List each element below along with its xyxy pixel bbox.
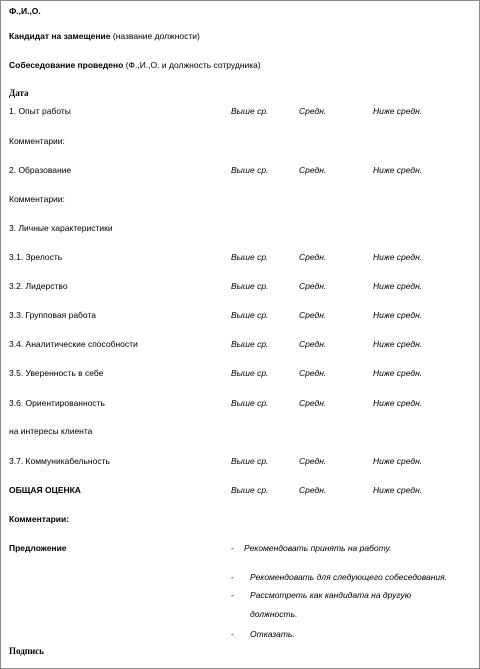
rating-below: Ниже средн. [373, 398, 423, 408]
rating-below: Ниже средн. [373, 281, 423, 291]
education-label: 2. Образование [9, 165, 72, 175]
overall-rating-label: ОБЩАЯ ОЦЕНКА [9, 485, 81, 495]
rating-above: Выше ср. [231, 485, 269, 495]
comments-label: Комментарии: [9, 514, 70, 524]
orientation-label: 3.6. Ориентированность [9, 398, 105, 408]
interviewer-line [9, 60, 261, 71]
proposal-option-hire: Рекомендовать принять на работу. [244, 543, 392, 553]
rating-below: Ниже средн. [373, 252, 423, 262]
rating-average: Средн. [299, 398, 327, 408]
analytical-label: 3.4. Аналитические способности [9, 339, 138, 349]
rating-above: Выше ср. [231, 339, 269, 349]
rating-above: Выше ср. [231, 252, 269, 262]
rating-above: Выше ср. [231, 368, 269, 378]
fio-field: Ф.,И.,О. [9, 6, 41, 16]
rating-above: Выше ср. [231, 310, 269, 320]
rating-below: Ниже средн. [373, 485, 423, 495]
candidate-hint: (название должности) [110, 31, 200, 41]
personal-traits-heading: 3. Личные характеристики [9, 223, 113, 233]
proposal-option-next-interview: Рекомендовать для следующего собеседования. [250, 572, 448, 582]
rating-below: Ниже средн. [373, 165, 423, 175]
comments-label: Комментарии: [9, 194, 65, 204]
proposal-label: Предложение [9, 543, 67, 553]
rating-average: Средн. [299, 485, 327, 495]
experience-label: 1. Опыт работы [9, 106, 71, 116]
proposal-bullet: - [231, 572, 234, 582]
rating-average: Средн. [299, 106, 327, 116]
communication-label: 3.7. Коммуникабельность [9, 456, 110, 466]
rating-average: Средн. [299, 368, 327, 378]
candidate-position-line [9, 31, 200, 42]
proposal-bullet: - [231, 629, 234, 639]
rating-above: Выше ср. [231, 281, 269, 291]
rating-above: Выше ср. [231, 165, 269, 175]
date-label: Дата [9, 88, 29, 98]
rating-average: Средн. [299, 165, 327, 175]
interviewer-label: Собеседование проведено [9, 60, 124, 70]
rating-below: Ниже средн. [373, 368, 423, 378]
proposal-option-other-position-cont: должность. [250, 609, 298, 619]
interviewer-hint: (Ф.,И.,О. и должность сотрудника) [123, 60, 261, 70]
rating-above: Выше ср. [231, 106, 269, 116]
rating-average: Средн. [299, 252, 327, 262]
rating-below: Ниже средн. [373, 310, 423, 320]
confidence-label: 3.5. Уверенность в себе [9, 368, 104, 378]
rating-below: Ниже средн. [373, 106, 423, 116]
rating-average: Средн. [299, 456, 327, 466]
comments-label: Комментарии: [9, 136, 65, 146]
proposal-bullet: - [231, 543, 234, 553]
rating-above: Выше ср. [231, 456, 269, 466]
rating-below: Ниже средн. [373, 339, 423, 349]
rating-average: Средн. [299, 310, 327, 320]
rating-below: Ниже средн. [373, 456, 423, 466]
proposal-bullet: - [231, 590, 234, 600]
signature-label: Подпись [9, 646, 44, 656]
proposal-option-other-position: Рассмотреть как кандидата на другую [250, 590, 412, 600]
leadership-label: 3.2. Лидерство [9, 281, 68, 291]
rating-average: Средн. [299, 281, 327, 291]
rating-average: Средн. [299, 339, 327, 349]
orientation-label-continued: на интересы клиента [9, 426, 93, 436]
candidate-label: Кандидат на замещение [9, 31, 111, 41]
teamwork-label: 3.3. Групповая работа [9, 310, 96, 320]
proposal-option-reject: Отказать. [250, 629, 295, 639]
rating-above: Выше ср. [231, 398, 269, 408]
maturity-label: 3.1. Зрелость [9, 252, 63, 262]
